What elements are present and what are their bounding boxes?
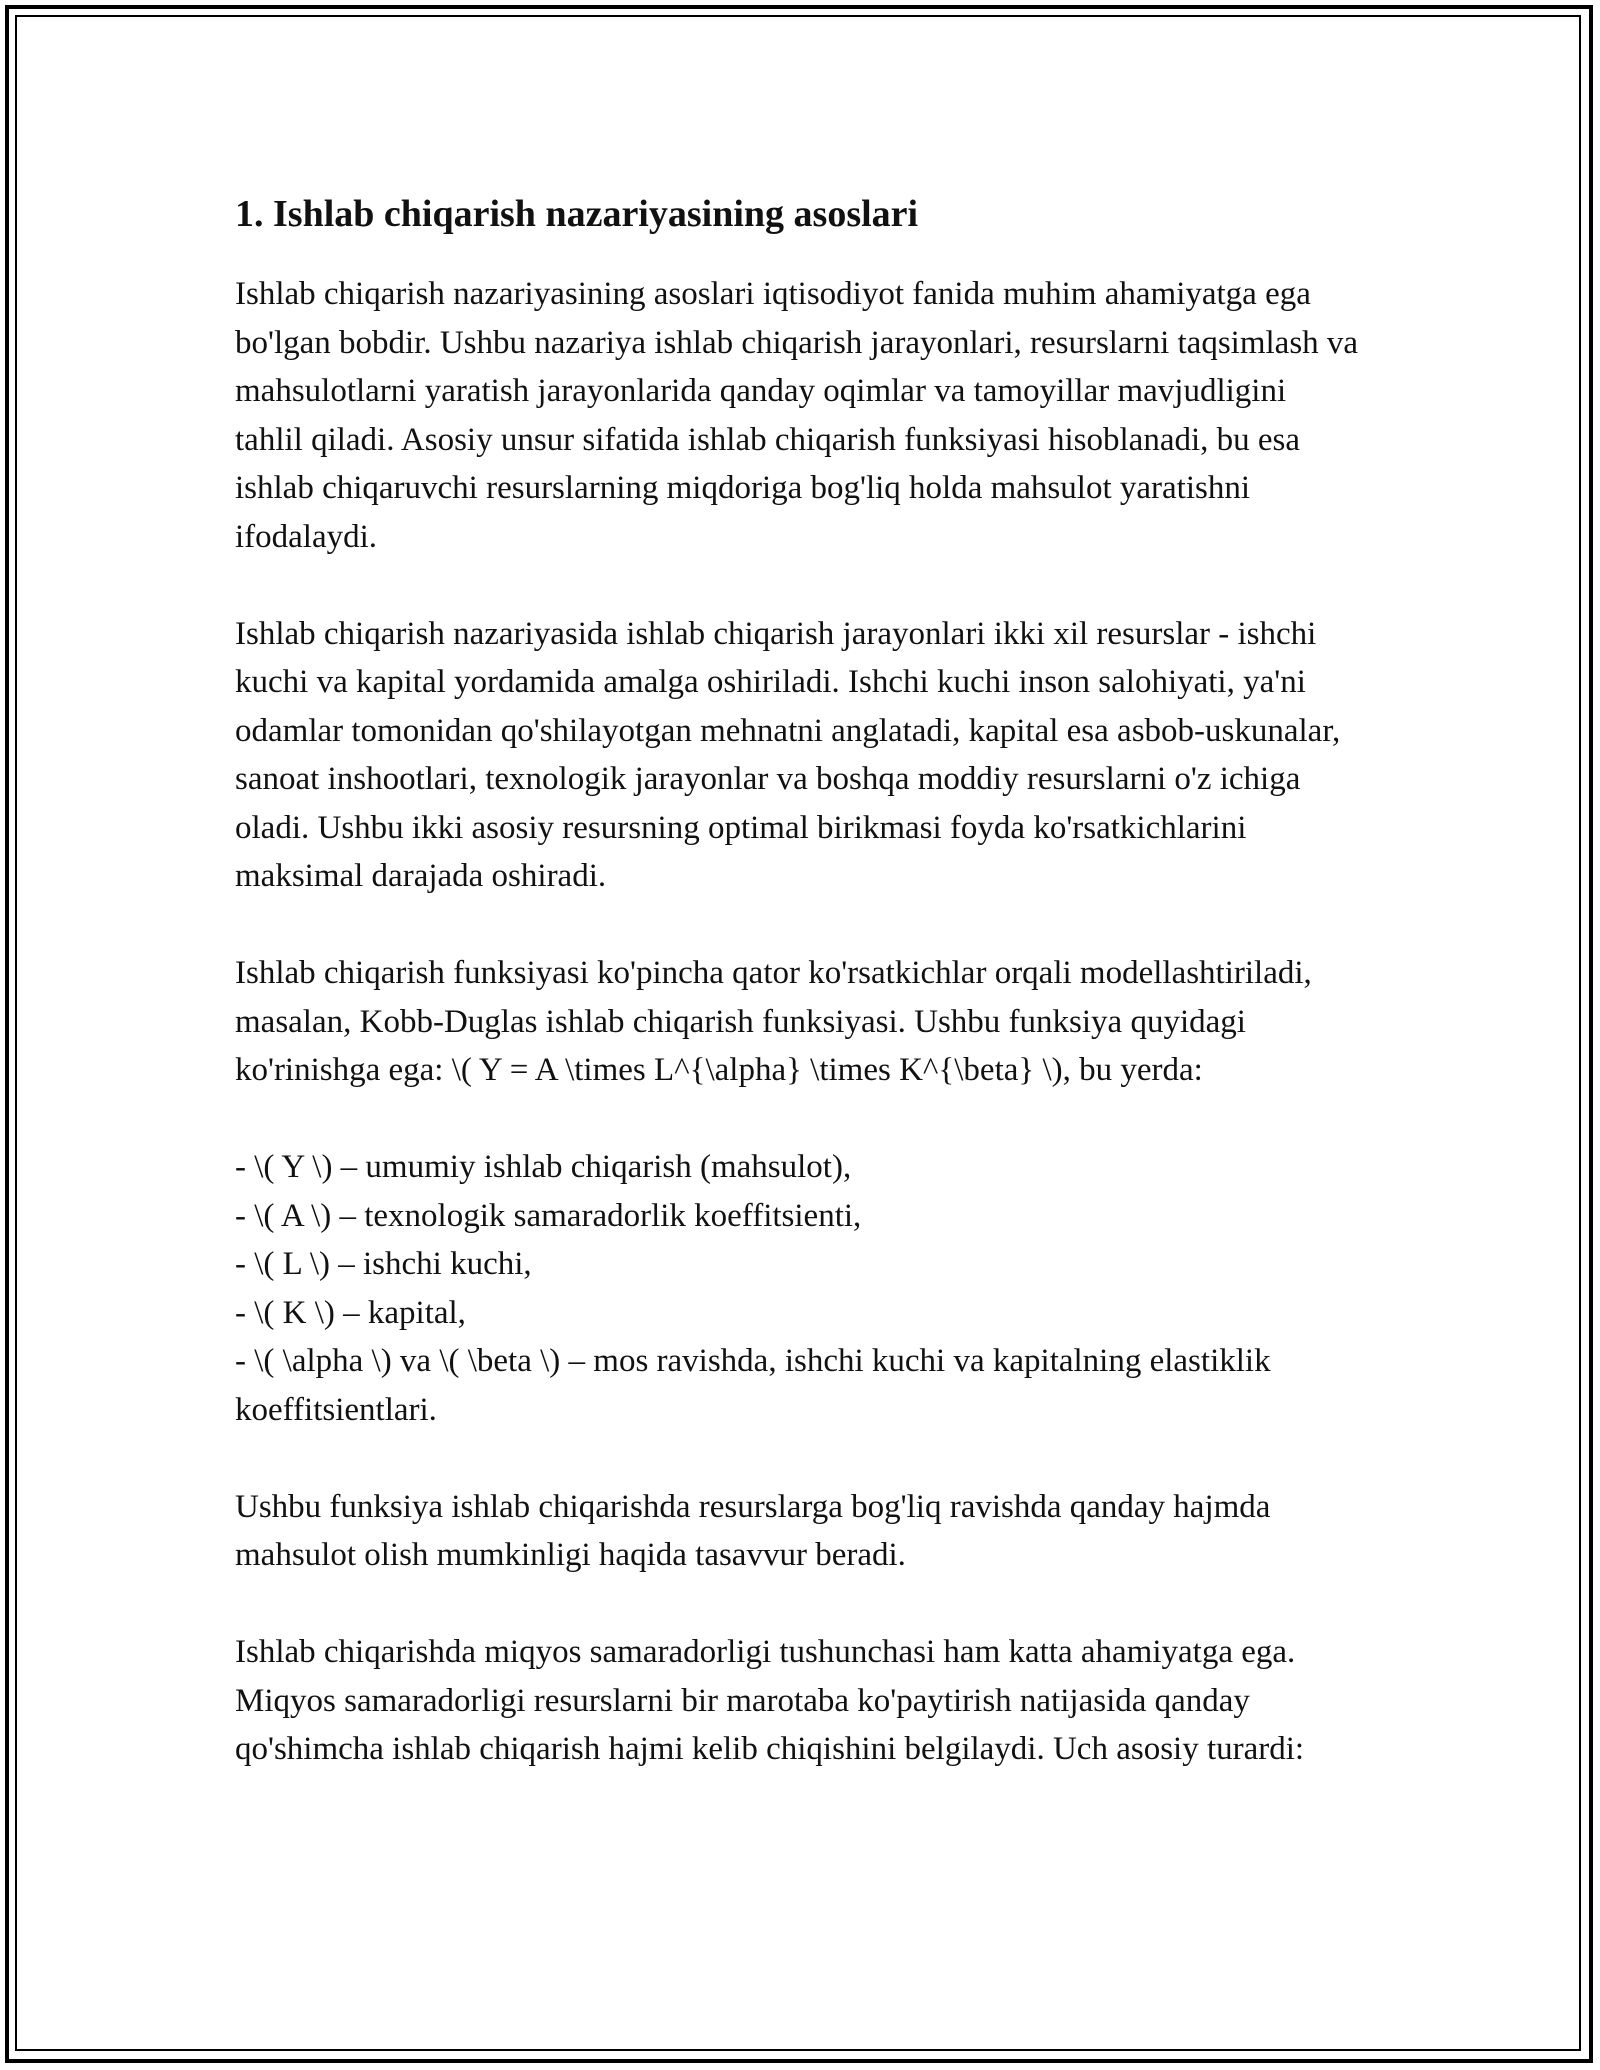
paragraph-scale-efficiency: Ishlab chiqarishda miqyos samaradorligi tushunchasi ham katta ahamiyatga ega. Miqyos samaradorligi resurslarni bir marotaba ko'paytirish natijasida qanday qo'shimcha ishlab chiqarish hajmi kelib chiqishini belgilaydi. Uch asosiy turardi: <box>235 1634 1305 1767</box>
section-heading: 1. Ishlab chiqarish nazariyasining asoslari <box>235 193 919 235</box>
paragraph-intro: Ishlab chiqarish nazariyasining asoslari iqtisodiyot fanida muhim ahamiyatga ega bo'lgan bobdir. Ushbu nazariya ishlab chiqarish jarayonlari, resurslarni taqsimlash va mahsulotlarni yaratish jarayonlarida qanday oqimlar va tamoyillar mavjudligini tahlil qiladi. Asosiy unsur sifatida ishlab chiqarish funksiyasi hisoblanadi, bu esa ishlab chiqaruvchi resurslarning miqdoriga bog'liq holda mahsulot yaratishni ifodalaydi. <box>235 276 1359 555</box>
document-body <box>235 188 1360 1822</box>
list-item: - \( K \) – kapital, <box>235 1294 466 1331</box>
paragraph-resources: Ishlab chiqarish nazariyasida ishlab chiqarish jarayonlari ikki xil resurslar - ishchi kuchi va kapital yordamida amalga oshiriladi. Ishchi kuchi inson salohiyati, ya'ni odamlar tomonidan qo'shilayotgan mehnatni anglatadi, kapital esa asbob-uskunalar, sanoat inshootlari, texnologik jarayonlar va boshqa moddiy resurslarni o'z ichiga oladi. Ushbu ikki asosiy resursning optimal birikmasi foyda ko'rsatkichlarini maksimal darajada oshiradi. <box>235 615 1341 894</box>
paragraph-cobb-douglas: Ishlab chiqarish funksiyasi ko'pincha qator ko'rsatkichlar orqali modellashtiriladi, masalan, Kobb-Duglas ishlab chiqarish funksiyasi. Ushbu funksiya quyidagi ko'rinishga ega: \( Y = A \times L^{\alpha} \times K^{\beta} \), bu yerda: <box>235 955 1312 1088</box>
paragraph-function-summary: Ushbu funksiya ishlab chiqarishda resurslarga bog'liq ravishda qanday hajmda mahsulot olish mumkinligi haqida tasavvur beradi. <box>235 1488 1271 1573</box>
list-item: - \( A \) – texnologik samaradorlik koeffitsienti, <box>235 1197 862 1234</box>
list-item: - \( \alpha \) va \( \beta \) – mos ravishda, ishchi kuchi va kapitalning elastiklik koeffitsientlari. <box>235 1343 1271 1428</box>
list-item: - \( L \) – ishchi kuchi, <box>235 1246 532 1282</box>
list-item: - \( Y \) – umumiy ishlab chiqarish (mahsulot), <box>235 1149 852 1185</box>
variable-definition-list <box>235 1143 1360 1434</box>
